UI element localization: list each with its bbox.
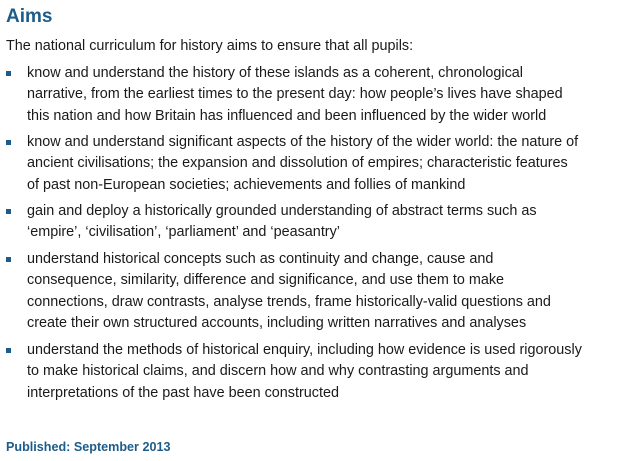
aim-line: narrative, from the earliest times to the present day: how people’s lives have shaped xyxy=(27,86,563,103)
aim-line: to make historical claims, and discern how and why contrasting arguments and xyxy=(27,363,529,380)
square-bullet-icon xyxy=(6,257,11,262)
aim-line: connections, draw contrasts, analyse trends, frame historically-valid questions and xyxy=(27,293,551,310)
aim-line: know and understand the history of these islands as a coherent, chronological xyxy=(27,65,523,81)
aim-text xyxy=(27,63,622,127)
aim-line: interpretations of the past have been constructed xyxy=(27,384,339,401)
aim-text xyxy=(27,201,622,244)
square-bullet-icon xyxy=(6,209,11,214)
section-heading: Aims xyxy=(6,6,53,27)
aim-text xyxy=(27,249,622,334)
published-date: Published: September 2013 xyxy=(6,440,171,454)
aim-line: ‘empire’, ‘civilisation’, ‘parliament’ and ‘peasantry’ xyxy=(27,224,340,241)
aim-line: consequence, similarity, difference and significance, and use them to make xyxy=(27,272,505,289)
aim-line: understand the methods of historical enquiry, including how evidence is used rigorously xyxy=(27,342,582,358)
square-bullet-icon xyxy=(6,71,11,76)
aim-line: understand historical concepts such as continuity and change, cause and xyxy=(27,251,494,267)
aim-line: of past non-European societies; achievements and follies of mankind xyxy=(27,176,466,193)
aim-line: create their own structured accounts, including written narratives and analyses xyxy=(27,314,527,331)
aim-line: this nation and how Britain has influenced and been influenced by the wider world xyxy=(27,107,547,124)
aim-line: ancient civilisations; the expansion and dissolution of empires; characteristic features xyxy=(27,155,568,172)
aim-line: know and understand significant aspects of the history of the wider world: the nature of xyxy=(27,134,579,150)
square-bullet-icon xyxy=(6,348,11,353)
intro-paragraph: The national curriculum for history aims to ensure that all pupils: xyxy=(6,38,414,54)
aim-text xyxy=(27,340,622,404)
square-bullet-icon xyxy=(6,140,11,145)
aim-text xyxy=(27,132,622,196)
aim-line: gain and deploy a historically grounded understanding of abstract terms such as xyxy=(27,203,537,219)
